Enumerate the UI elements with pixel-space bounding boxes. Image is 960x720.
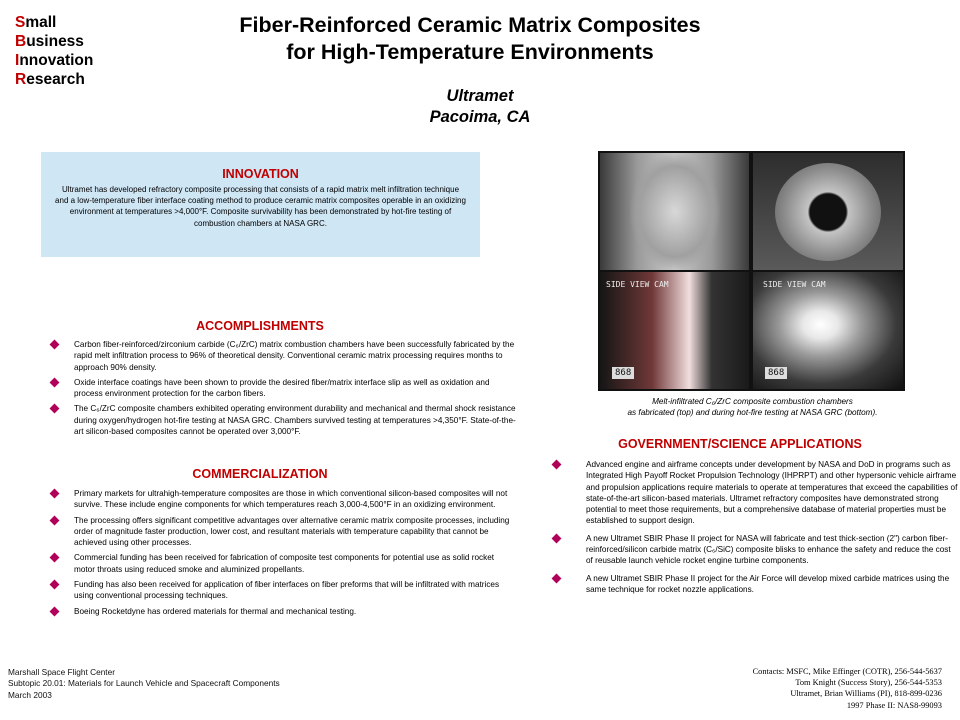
- list-item-text: A new Ultramet SBIR Phase II project for NASA will fabricate and test thick-section (2") carbon fiber-reinforced/silicon carbide matrix (C₆/SiC) composite blisks to enhance the safety and reduce the cost of reusable launch vehicle rocket engine turbine components.: [586, 533, 951, 566]
- company-block: [330, 86, 630, 128]
- logo-initial: I: [15, 52, 20, 69]
- bullet-icon: [552, 533, 562, 543]
- bullet-icon: [50, 377, 60, 387]
- hot-fire-photo-left: [600, 272, 749, 389]
- bullet-icon: [50, 404, 60, 414]
- commercialization-list: [40, 488, 516, 621]
- company-location: Pacoima, CA: [429, 108, 531, 126]
- contact-line: Contacts: MSFC, Mike Effinger (COTR), 256-544-5637: [752, 667, 942, 676]
- bullet-icon: [552, 573, 562, 583]
- list-item-text: Carbon fiber-reinforced/zirconium carbide (C₆/ZrC) matrix combustion chambers have been successfully fabricated by the rapid melt infiltration process to 96% of theoretical density. Conventional ceramic matrix processing requires months to approach 90% density.: [74, 340, 515, 372]
- list-item: [40, 377, 516, 400]
- innovation-heading: INNOVATION: [222, 167, 299, 181]
- innovation-text: Ultramet has developed refractory composite processing that consists of a rapid matrix melt infiltration technique and a low-temperature fiber interface coating method to produce ceramic matrix composites operable in an oxidizing environment at temperatures >4,000°F. Composite survivability has been demonstrated by hot-fire testing of combustion chambers at NASA GRC.: [55, 185, 466, 228]
- accomplishments-list: [40, 339, 516, 441]
- commercialization-heading: COMMERCIALIZATION: [192, 467, 328, 481]
- logo-word: nnovation: [19, 52, 94, 69]
- list-item-text: A new Ultramet SBIR Phase II project for the Air Force will develop mixed carbide matrices using the same technique for rocket nozzle applications.: [586, 573, 950, 594]
- list-item-text: Oxide interface coatings have been shown to provide the desired fiber/matrix interface slip as well as oxidation and process environment protection for the carbon fibers.: [74, 377, 490, 399]
- contact-line: Ultramet, Brian Williams (PI), 818-899-0236: [790, 689, 942, 699]
- logo-initial: B: [15, 33, 27, 50]
- sbir-logo: [15, 13, 93, 89]
- bullet-icon: [50, 340, 60, 350]
- chamber-ring: [775, 163, 881, 261]
- company-name: Ultramet: [446, 87, 514, 105]
- government-list: [540, 459, 958, 601]
- logo-initial: R: [15, 71, 27, 88]
- contacts-block: [560, 666, 942, 711]
- list-item: [540, 459, 958, 527]
- list-item-text: The C₆/ZrC composite chambers exhibited operating environment durability and mechanical and thermal shock resistance during oxygen/hydrogen hot-fire testing at NASA GRC. Chambers survived testing at temperatures >4,350°F. State-of-the-art silicon-based composites cannot be operated over 3,000°F.: [74, 404, 516, 437]
- footer-date: March 2003: [8, 689, 52, 700]
- list-item: [40, 339, 516, 373]
- counter-readout: 868: [765, 367, 787, 379]
- caption-line-2: as fabricated (top) and during hot-fire testing at NASA GRC (bottom).: [627, 408, 878, 417]
- photo-collage: [598, 151, 905, 391]
- footer-subtopic: Subtopic 20.01: Materials for Launch Vehicle and Spacecraft Components: [8, 678, 280, 689]
- footer-info: [8, 667, 280, 701]
- list-item: [40, 515, 516, 549]
- title-line-2: for High-Temperature Environments: [286, 40, 654, 64]
- list-item-text: Primary markets for ultrahigh-temperature composites are those in which conventional silicon-based composites will not survive. These include engine components for which temperatures reach 3,000-4,500°F in an oxidizing environment.: [74, 489, 508, 510]
- list-item: [40, 552, 516, 575]
- logo-line-innovation: [15, 51, 93, 70]
- contact-line: 1997 Phase II: NAS8-99093: [846, 700, 942, 710]
- list-item: [40, 579, 516, 602]
- logo-line-small: [15, 13, 93, 32]
- bullet-icon: [552, 460, 562, 470]
- caption-line-1: Melt-infiltrated C₆/ZrC composite combustion chambers: [652, 397, 853, 406]
- innovation-box: [41, 152, 480, 257]
- list-item-text: The processing offers significant competitive advantages over alternative ceramic matrix composite processes, including order of magnitude faster production, lower cost, and resultant materials with temperature capability that cannot be achieved using other processes.: [74, 515, 510, 548]
- camera-label: SIDE VIEW CAM: [606, 280, 669, 289]
- accomplishments-heading: ACCOMPLISHMENTS: [196, 319, 324, 333]
- list-item-text: Advanced engine and airframe concepts under development by NASA and DoD in programs such as Integrated High Payoff Rocket Propulsion Technology (IHPRPT) and other hypersonic vehicle airframe and propulsion applications require materials to operate at temperatures that exceed the capabilities of state-of-the-art silicon-based materials. Ultramet refractory composites have demonstrated strong potential to meet those requirements, but a comprehensive database of material properties must be established to support design.: [586, 460, 958, 526]
- list-item: [540, 533, 958, 567]
- chamber-body: [630, 153, 720, 270]
- photo-caption: [560, 396, 945, 418]
- logo-initial: S: [15, 14, 26, 31]
- bullet-icon: [50, 489, 60, 499]
- list-item: [40, 403, 516, 437]
- list-item-text: Funding has also been received for application of fiber interfaces on fiber preforms that will be infiltrated with matrices using conventional processing techniques.: [74, 580, 500, 601]
- counter-readout: 868: [612, 367, 634, 379]
- list-item-text: Boeing Rocketdyne has ordered materials for thermal and mechanical testing.: [74, 606, 357, 616]
- logo-word: esearch: [26, 71, 85, 88]
- chamber-photo-end: [753, 153, 903, 270]
- bullet-icon: [50, 606, 60, 616]
- bullet-icon: [50, 553, 60, 563]
- logo-line-business: [15, 32, 93, 51]
- hot-fire-photo-right: [753, 272, 903, 389]
- page-title: [150, 12, 790, 66]
- camera-label: SIDE VIEW CAM: [763, 280, 826, 289]
- logo-word: mall: [25, 14, 57, 31]
- contact-line: Tom Knight (Success Story), 256-544-5353: [795, 678, 942, 688]
- list-item: [540, 573, 958, 596]
- bullet-icon: [50, 580, 60, 590]
- title-line-1: Fiber-Reinforced Ceramic Matrix Composites: [239, 13, 701, 37]
- list-item: [40, 606, 516, 617]
- logo-line-research: [15, 70, 93, 89]
- logo-word: usiness: [26, 33, 84, 50]
- list-item: [40, 488, 516, 511]
- footer-center: Marshall Space Flight Center: [8, 667, 115, 677]
- bullet-icon: [50, 515, 60, 525]
- government-heading: GOVERNMENT/SCIENCE APPLICATIONS: [618, 437, 862, 451]
- list-item-text: Commercial funding has been received for fabrication of composite test components for potential use as solid rocket motor throats using reduced smoke and aluminized propellants.: [74, 553, 495, 574]
- chamber-photo-side: [600, 153, 749, 270]
